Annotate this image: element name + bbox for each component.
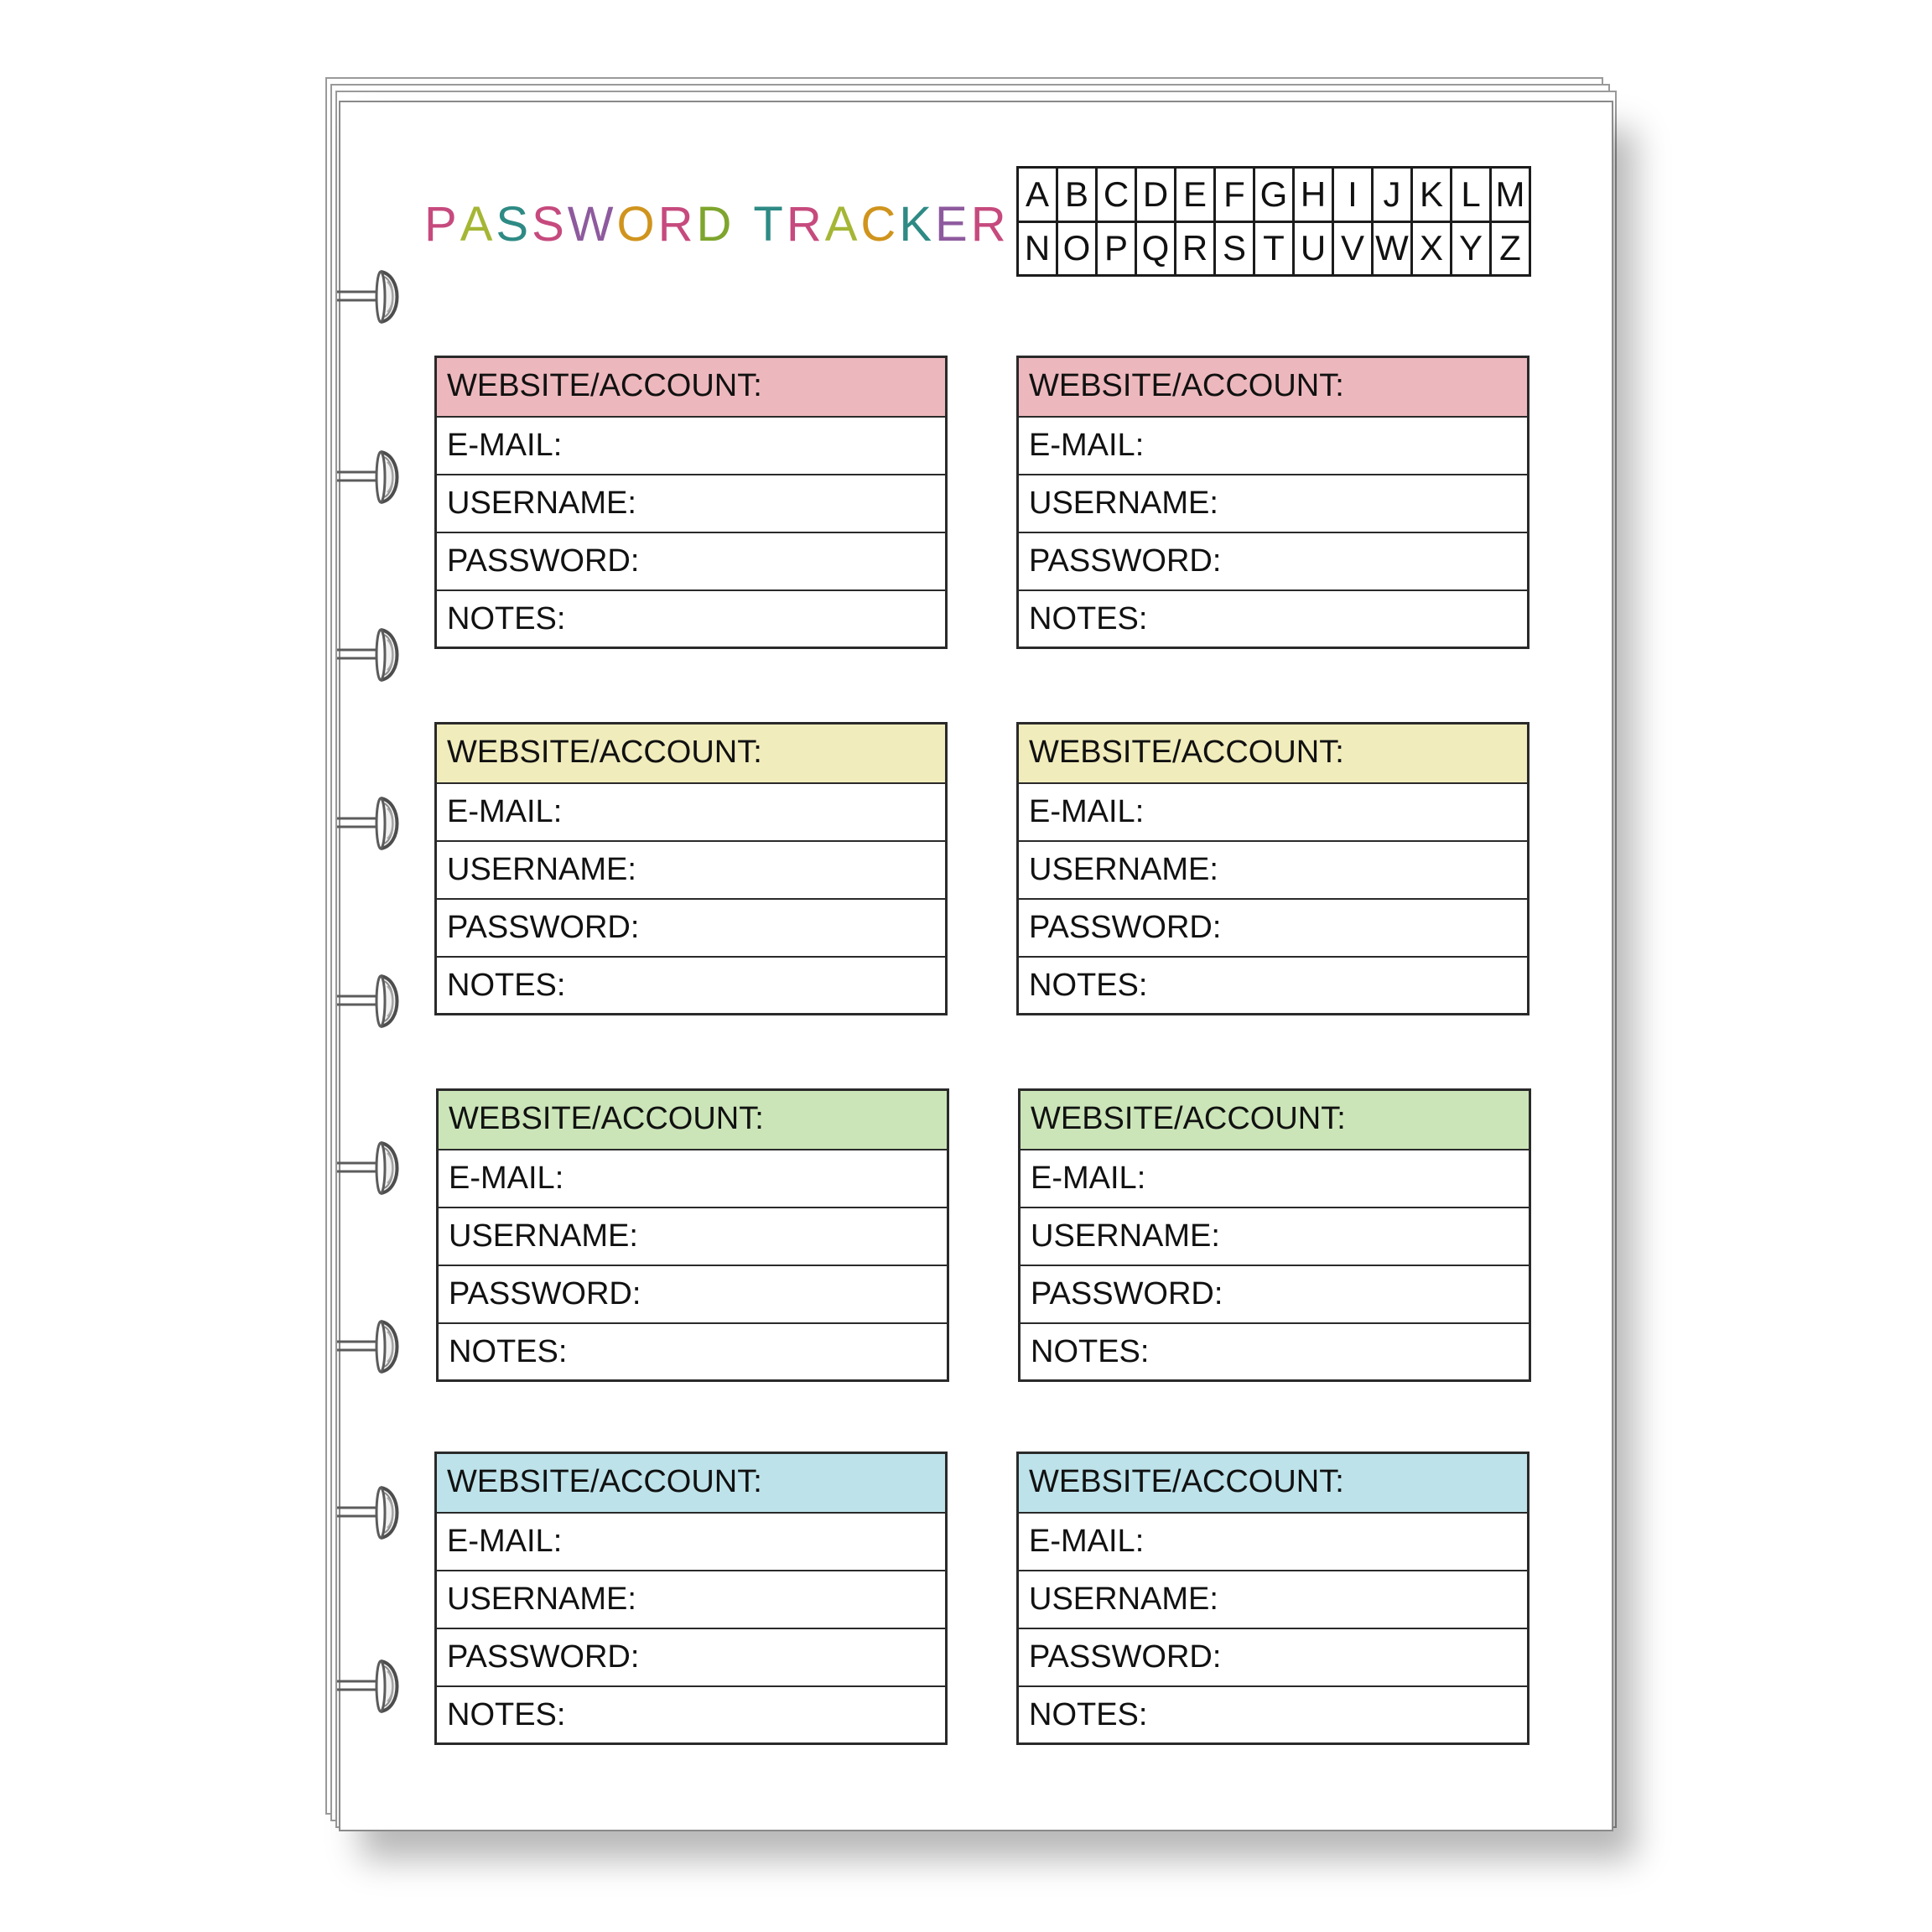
title-letter: S — [496, 197, 532, 252]
alphabet-index — [1016, 166, 1531, 277]
email-field[interactable]: E-MAIL: — [437, 1512, 945, 1570]
title-letter: D — [696, 197, 735, 252]
email-field[interactable]: E-MAIL: — [1021, 1149, 1529, 1207]
alphabet-letter-z[interactable]: Z — [1491, 221, 1530, 276]
email-field[interactable]: E-MAIL: — [1019, 416, 1527, 474]
website-field[interactable]: WEBSITE/ACCOUNT: — [1019, 724, 1527, 782]
binder-ring-icon — [335, 625, 402, 685]
alphabet-letter-a[interactable]: A — [1018, 168, 1057, 222]
page-title — [424, 191, 1010, 258]
binder-ring-icon — [335, 1483, 402, 1543]
password-field[interactable]: PASSWORD: — [439, 1265, 947, 1322]
title-letter: A — [824, 197, 861, 252]
alphabet-letter-y[interactable]: Y — [1452, 221, 1491, 276]
password-field[interactable]: PASSWORD: — [1019, 898, 1527, 956]
username-field[interactable]: USERNAME: — [1019, 1570, 1527, 1628]
alphabet-letter-h[interactable]: H — [1294, 168, 1333, 222]
notes-field[interactable]: NOTES: — [1019, 956, 1527, 1014]
title-letter: R — [786, 197, 825, 252]
alphabet-letter-q[interactable]: Q — [1136, 221, 1176, 276]
title-letter: W — [567, 197, 617, 252]
title-space — [735, 191, 753, 258]
username-field[interactable]: USERNAME: — [1019, 474, 1527, 532]
title-letter: R — [970, 197, 1010, 252]
alphabet-letter-o[interactable]: O — [1057, 221, 1097, 276]
username-field[interactable]: USERNAME: — [437, 1570, 945, 1628]
password-field[interactable]: PASSWORD: — [437, 898, 945, 956]
notes-field[interactable]: NOTES: — [1021, 1322, 1529, 1380]
password-field[interactable]: PASSWORD: — [1021, 1265, 1529, 1322]
alphabet-letter-b[interactable]: B — [1057, 168, 1097, 222]
notes-field[interactable]: NOTES: — [1019, 1685, 1527, 1743]
password-entry-card — [434, 1452, 948, 1745]
alphabet-letter-w[interactable]: W — [1373, 221, 1412, 276]
alphabet-letter-d[interactable]: D — [1136, 168, 1176, 222]
alphabet-letter-v[interactable]: V — [1333, 221, 1373, 276]
password-entry-card — [1016, 722, 1530, 1015]
title-letter: A — [460, 197, 496, 252]
password-field[interactable]: PASSWORD: — [437, 1628, 945, 1685]
binder-ring-icon — [335, 1317, 402, 1377]
notes-field[interactable]: NOTES: — [439, 1322, 947, 1380]
alphabet-letter-c[interactable]: C — [1097, 168, 1136, 222]
password-entry-card — [434, 722, 948, 1015]
password-field[interactable]: PASSWORD: — [437, 532, 945, 589]
binder-ring-icon — [335, 267, 402, 327]
username-field[interactable]: USERNAME: — [437, 474, 945, 532]
alphabet-letter-s[interactable]: S — [1215, 221, 1254, 276]
website-field[interactable]: WEBSITE/ACCOUNT: — [1021, 1091, 1529, 1149]
email-field[interactable]: E-MAIL: — [1019, 1512, 1527, 1570]
binder-ring-icon — [335, 971, 402, 1031]
email-field[interactable]: E-MAIL: — [1019, 782, 1527, 840]
password-field[interactable]: PASSWORD: — [1019, 532, 1527, 589]
password-entry-card — [1018, 1088, 1531, 1382]
alphabet-letter-n[interactable]: N — [1018, 221, 1057, 276]
title-letter: O — [616, 197, 658, 252]
title-letter: T — [753, 197, 787, 252]
username-field[interactable]: USERNAME: — [1019, 840, 1527, 898]
notes-field[interactable]: NOTES: — [437, 956, 945, 1014]
username-field[interactable]: USERNAME: — [439, 1207, 947, 1265]
alphabet-letter-i[interactable]: I — [1333, 168, 1373, 222]
password-entry-card — [1016, 356, 1530, 649]
alphabet-row — [1018, 221, 1530, 276]
website-field[interactable]: WEBSITE/ACCOUNT: — [437, 1454, 945, 1512]
title-letter: K — [899, 197, 935, 252]
title-letter: E — [935, 197, 971, 252]
alphabet-letter-m[interactable]: M — [1491, 168, 1530, 222]
alphabet-letter-g[interactable]: G — [1254, 168, 1294, 222]
alphabet-letter-k[interactable]: K — [1412, 168, 1452, 222]
notes-field[interactable]: NOTES: — [437, 1685, 945, 1743]
alphabet-letter-f[interactable]: F — [1215, 168, 1254, 222]
password-field[interactable]: PASSWORD: — [1019, 1628, 1527, 1685]
alphabet-letter-u[interactable]: U — [1294, 221, 1333, 276]
username-field[interactable]: USERNAME: — [1021, 1207, 1529, 1265]
binder-ring-icon — [335, 1138, 402, 1198]
alphabet-letter-t[interactable]: T — [1254, 221, 1294, 276]
password-entry-card — [434, 356, 948, 649]
binder-ring-icon — [335, 447, 402, 507]
alphabet-letter-l[interactable]: L — [1452, 168, 1491, 222]
website-field[interactable]: WEBSITE/ACCOUNT: — [439, 1091, 947, 1149]
binder-ring-icon — [335, 1656, 402, 1716]
password-entry-card — [436, 1088, 949, 1382]
title-letter: S — [532, 197, 568, 252]
notes-field[interactable]: NOTES: — [437, 589, 945, 647]
email-field[interactable]: E-MAIL: — [437, 416, 945, 474]
alphabet-letter-x[interactable]: X — [1412, 221, 1452, 276]
email-field[interactable]: E-MAIL: — [439, 1149, 947, 1207]
alphabet-letter-r[interactable]: R — [1176, 221, 1215, 276]
website-field[interactable]: WEBSITE/ACCOUNT: — [1019, 1454, 1527, 1512]
username-field[interactable]: USERNAME: — [437, 840, 945, 898]
email-field[interactable]: E-MAIL: — [437, 782, 945, 840]
website-field[interactable]: WEBSITE/ACCOUNT: — [1019, 358, 1527, 416]
website-field[interactable]: WEBSITE/ACCOUNT: — [437, 724, 945, 782]
alphabet-letter-e[interactable]: E — [1176, 168, 1215, 222]
alphabet-letter-j[interactable]: J — [1373, 168, 1412, 222]
title-letter: R — [657, 197, 697, 252]
title-letter: P — [424, 197, 460, 252]
alphabet-row — [1018, 168, 1530, 222]
binder-ring-icon — [335, 793, 402, 854]
alphabet-letter-p[interactable]: P — [1097, 221, 1136, 276]
password-entry-card — [1016, 1452, 1530, 1745]
notes-field[interactable]: NOTES: — [1019, 589, 1527, 647]
website-field[interactable]: WEBSITE/ACCOUNT: — [437, 358, 945, 416]
title-letter: C — [860, 197, 900, 252]
